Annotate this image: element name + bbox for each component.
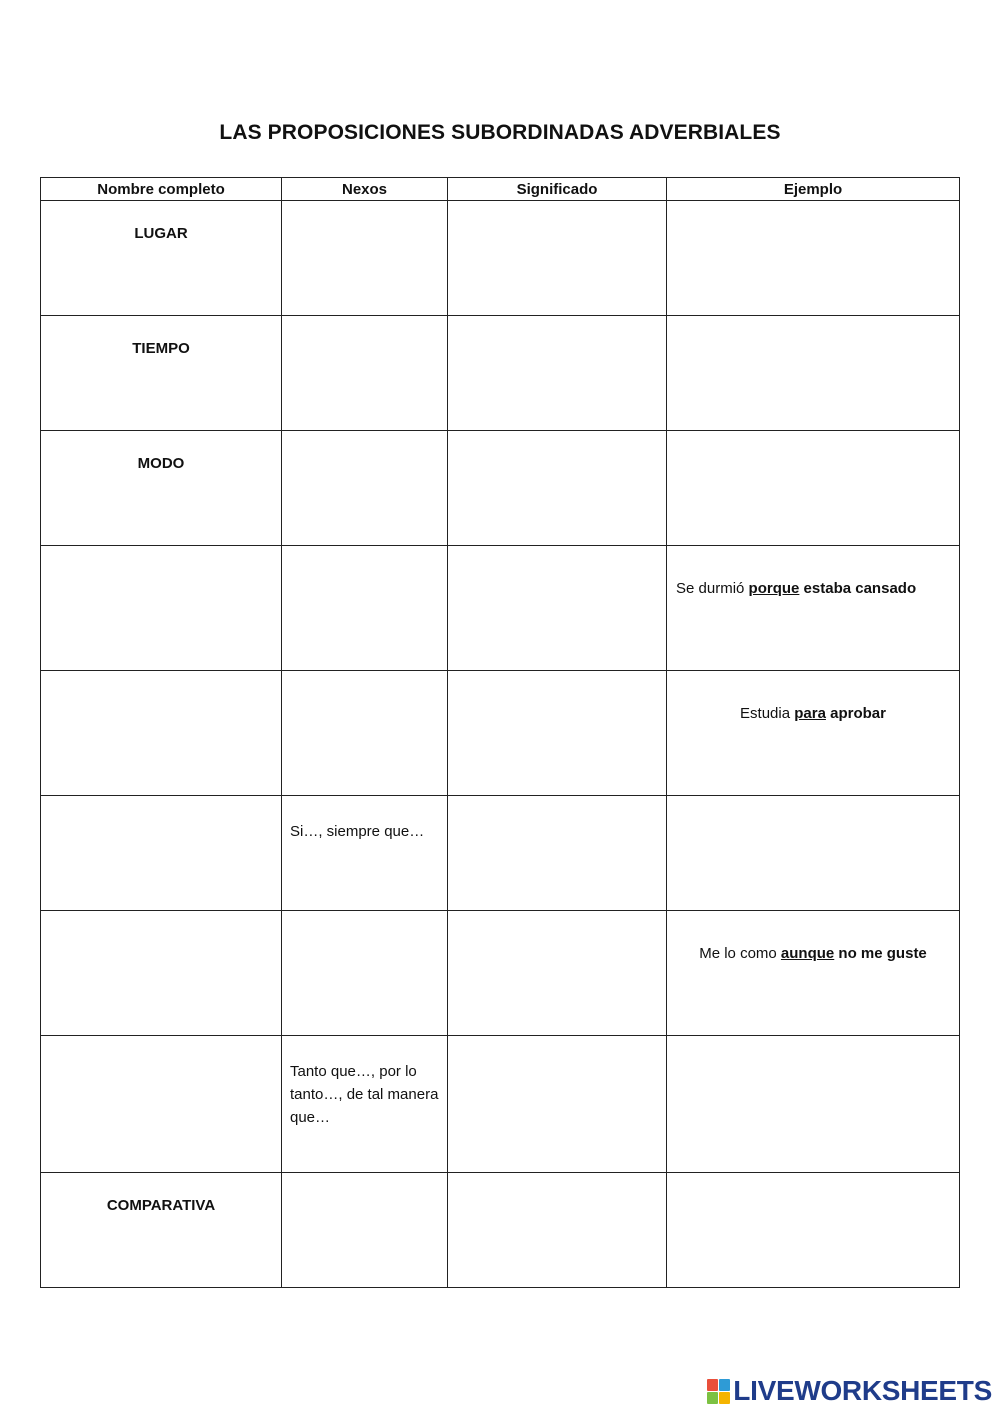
cell-nombre[interactable]	[41, 796, 282, 911]
header-nexos: Nexos	[282, 178, 448, 201]
cell-nombre[interactable]: LUGAR	[41, 201, 282, 316]
cell-significado[interactable]	[448, 796, 667, 911]
header-row	[41, 178, 960, 201]
ejemplo-nexo: para	[794, 705, 826, 722]
cell-ejemplo	[667, 671, 960, 796]
table-row	[41, 1036, 960, 1173]
cell-nombre[interactable]	[41, 911, 282, 1036]
cell-significado[interactable]	[448, 1036, 667, 1173]
brand-name: LIVEWORKSHEETS	[733, 1375, 992, 1406]
cell-nombre[interactable]	[41, 1036, 282, 1173]
cell-significado[interactable]	[448, 911, 667, 1036]
cell-ejemplo	[667, 546, 960, 671]
liveworksheets-logo-icon	[707, 1379, 730, 1404]
worksheet-title: LAS PROPOSICIONES SUBORDINADAS ADVERBIALES	[219, 121, 781, 144]
cell-nombre[interactable]	[41, 546, 282, 671]
cell-nexos[interactable]	[282, 911, 448, 1036]
ejemplo-post: aprobar	[825, 705, 886, 722]
cell-nombre[interactable]	[41, 671, 282, 796]
table-row	[41, 546, 960, 671]
table-row	[41, 431, 960, 546]
cell-ejemplo[interactable]	[667, 796, 960, 911]
ejemplo-post: estaba cansado	[799, 580, 917, 597]
cell-ejemplo[interactable]	[667, 1036, 960, 1173]
table-row	[41, 671, 960, 796]
cell-nexos[interactable]	[282, 316, 448, 431]
ejemplo-nexo: aunque	[780, 945, 835, 962]
cell-ejemplo	[667, 911, 960, 1036]
header-significado: Significado	[448, 178, 667, 201]
cell-nombre[interactable]: MODO	[41, 431, 282, 546]
ejemplo-pre: Se durmió	[676, 580, 749, 597]
cell-nexos[interactable]	[282, 431, 448, 546]
table-row	[41, 316, 960, 431]
table-row	[41, 911, 960, 1036]
cell-significado[interactable]	[448, 431, 667, 546]
cell-significado[interactable]	[448, 316, 667, 431]
cell-significado[interactable]	[448, 1173, 667, 1288]
table-row	[41, 796, 960, 911]
header-ejemplo: Ejemplo	[667, 178, 960, 201]
cell-significado[interactable]	[448, 201, 667, 316]
table-row	[41, 1173, 960, 1288]
cell-ejemplo[interactable]	[667, 201, 960, 316]
cell-nexos[interactable]	[282, 546, 448, 671]
cell-nexos: Si…, siempre que…	[282, 796, 448, 911]
liveworksheets-brand	[707, 1375, 992, 1407]
table-row	[41, 201, 960, 316]
cell-nexos[interactable]	[282, 1173, 448, 1288]
ejemplo-pre: Estudia	[740, 705, 795, 722]
cell-ejemplo[interactable]	[667, 316, 960, 431]
ejemplo-pre: Me lo como	[699, 945, 781, 962]
header-nombre-completo: Nombre completo	[41, 178, 282, 201]
cell-nexos[interactable]	[282, 671, 448, 796]
cell-nexos[interactable]	[282, 201, 448, 316]
ejemplo-post: no me guste	[834, 945, 927, 962]
ejemplo-nexo: porque	[748, 580, 800, 597]
cell-ejemplo[interactable]	[667, 431, 960, 546]
cell-nexos: Tanto que…, por lo tanto…, de tal manera que…	[282, 1036, 448, 1173]
cell-ejemplo[interactable]	[667, 1173, 960, 1288]
cell-significado[interactable]	[448, 546, 667, 671]
cell-nombre[interactable]: TIEMPO	[41, 316, 282, 431]
cell-significado[interactable]	[448, 671, 667, 796]
worksheet-table	[40, 177, 960, 1288]
cell-nombre[interactable]: COMPARATIVA	[41, 1173, 282, 1288]
